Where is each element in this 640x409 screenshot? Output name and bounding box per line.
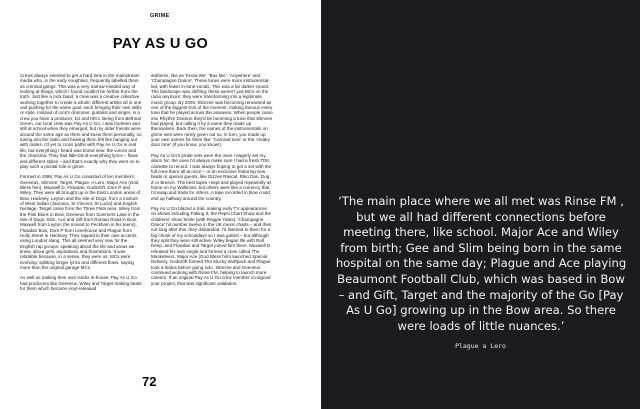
section-label: GRIME <box>150 13 170 19</box>
quote-attribution: Plague a Lero <box>455 342 506 350</box>
body-paragraph: Pay As U Go's pirate sets were the ones I eagerly set my alarm for; the ones I'd always make sure I had a fresh TDK cassette to record. I was always hoping to get a set with the full crew there all at once – or an exclusive featuring new beats or special guests, like Dizzee Rascal, Riko Dan, Dog Z or Breeze. The best tapes I kept and played repeatedly at home on my Walkman; but others were like a currency that I'd swap and trade for others. A tape recorded in Bow could end up halfway around the country. <box>151 152 272 201</box>
pull-quote: ‘The main place where we all met was Rinse FM , but we all had different connections before meeting there, like school. Major Ace and Wiley from birth; Gee and Slim being born in the same hospital on the same day; Plague and Ace playing Beaumont Football Club, which was based in Bow – and Gift, Target and the majority of the Go [Pay As U Go] growing up in the Bow area. So there were loads of little nuances.’ <box>335 194 627 333</box>
body-column-1 <box>20 73 142 296</box>
body-paragraph: anthems, like as 'Know We', 'Bus Mic', 'Anywhere' and 'Champagne Dance'. These tunes were more instrumental-led, with fewer in-tune vocals. This was a far darker sound. The landscape was shifting; these weren't just MCs on the radio anymore; they were transforming into a legitimate music group. By 2000, Slimzee was becoming renowned as one of the biggest DJs of the moment, making famous every tune that he played across the airwaves. When people came into Rhythm Division they'd be humming a tune that Slimzee had played, but calling it by a name they made up themselves. Back then, the names of the instrumentals on grime sets were rarely given out so, in turn, you made up your own names for them like: 'Carnival tune' or the 'creaky door tune' (if you know, you know!). <box>151 73 273 148</box>
right-page <box>321 0 640 409</box>
body-column-2 <box>151 73 273 291</box>
body-paragraph: Pay As U Go blazed a trail, making early TV appearances on shows including Faking It, the Pepsi Chart Show and the childrens' show Smile (with Reggie Yates). 'Champagne Dance' hit number twelve in the UK music charts – and then not long after this, they disbanded. I'd listened to them for a big chunk of my schooldays so I was gutted – but although they split they were still active. Wiley began life with Roll Deep, and Flowdan and Target joined him there. Maxwell D released his own single and formed a crew called The Musketeers, Major Ace (God Bless him) launched Special Delivery, GodsGift formed The Mucky Wolfpack and Plague took a hiatus before going solo. Slimzee and Geeneus continued working with Rinse FM, helping to launch more careers. If an original Pay As U Go crew member co-signed your project, that was significant validation. <box>151 205 272 286</box>
article-title: PAY AS U GO <box>112 36 209 52</box>
body-paragraph: Crews always seemed to get a hard time in the mainstream media who, in the early noughties, frequently labelled them as criminal gangs. This was a very narrow-minded way of looking at things, which I found couldn't be further from the truth. Just like a rock band, a crew was a creative collective working together to create a whole; different artists all in one unit pushing for the same goal, each bringing their own skills or style. Instead of rock's drummer, guitarist and singer, in a crew you have a producer, DJ and MCs. Being from Bethnal Green, our local crew was Pay As U Go. I was fourteen and still at school when they emerged, but my older friends were around the same age as them and knew them personally, so tuning into the radio and hearing them felt like hanging out with mates. I'd yet to cross paths with Pay As U Go in real life, but everything I heard was brand new: the voices and the charisma. They had little-bit-of-everything lyrics – flows and different styles – and that's exactly why they went on to play such a pivotal role in grime. <box>20 73 142 169</box>
body-paragraph: As well as making their own tracks in-house, Pay As U Go had producers like Geeneus, Wiley and Target making beats for them which became vinyl-released <box>20 275 142 292</box>
body-paragraph: Formed in 1998, Pay As U Go consisted of ten members: Geeneus, Slimzee, Target, Plague, A Lero, Major Ace (God Bless him), Maxwell D, Flowdan, GodsGift, Dom P and Wiley. They were all brought up in the East London areas of Bow, Hackney, Leyton and the Isle of Dogs, from a mixture of West Indian (Jamaica, St Vincent, St Lucia) and English heritage. Target came from the Three Flats area, Wiley from the Pink Block in Bow, Geeneus from Summers Lane in the Isle of Dogs, Slim, Ace and Gift from Roman Road in Bow, Maxwell from Leyton (he moved to Peckham in his teens), Flowdan Bow, Dom P from Limehouse and Plague from Holly Street in Hackney. They rapped in their own accents, using London slang. This all seemed very new for the English rap groups: speaking about the life and areas we knew, about girls, aspirations and frustrations. It was relatable because, in a sense, they were us. MCs were evolving: splitting longer lyrics and different flows, saying more than the original garage MCs. <box>20 174 141 271</box>
page-number: 72 <box>142 374 157 389</box>
